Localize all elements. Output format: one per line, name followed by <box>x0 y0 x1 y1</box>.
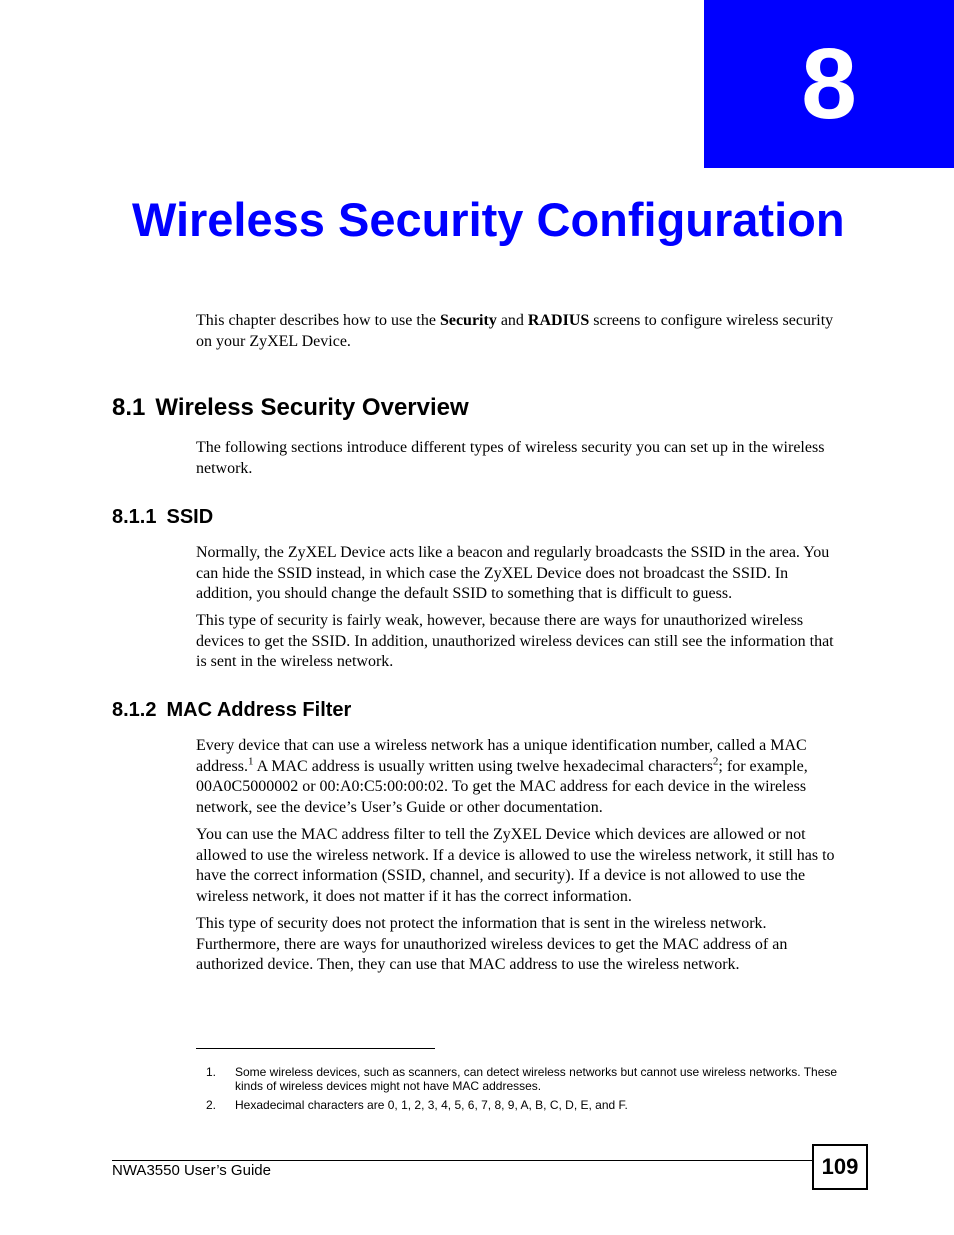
footnote-2 <box>206 1099 846 1113</box>
intro-security-term: Security <box>439 312 497 329</box>
mac-filter-paragraph-3: This type of security does not protect the information that is sent in the wireless network. Furthermore, there are ways for unauthorized wireless devices to get the MAC address of an authorized device. Then, they can use that MAC address to use the wireless network. <box>196 915 788 973</box>
mac-filter-paragraph-2: You can use the MAC address filter to tell the ZyXEL Device which devices are allowed or not allowed to use the wireless network. If a device is allowed to use the wireless network, it still has to have the correct information (SSID, channel, and security). If a device is not allowed to use the wireless network, it does not matter if it has the correct information. <box>196 826 835 905</box>
intro-text-3: screens to configure wireless security on your ZyXEL Device. <box>196 312 834 350</box>
mac-text-1: Every device that can use a wireless network has a unique identification number, called a MAC address. <box>196 737 807 775</box>
footnote-1 <box>206 1066 846 1093</box>
chapter-number: 8 <box>801 28 857 140</box>
footnote-number: 2. <box>206 1098 217 1112</box>
footer-guide-title: NWA3550 User’s Guide <box>112 1162 271 1179</box>
section-8-1-paragraph: The following sections introduce different types of wireless security you can set up in the wireless network. <box>196 439 825 477</box>
mac-text-2: A MAC address is usually written using twelve hexadecimal characters <box>253 757 713 775</box>
ssid-paragraph-2: This type of security is fairly weak, however, because there are ways for unauthorized wireless devices to get the SSID. In addition, unauthorized wireless devices can still see the information that is sent in the wireless network. <box>196 612 834 670</box>
ssid-paragraph-1: Normally, the ZyXEL Device acts like a beacon and regularly broadcasts the SSID in the area. You can hide the SSID instead, in which case the ZyXEL Device does not broadcast the SSID. In addition, you should change the default SSID to something that is difficult to guess. <box>196 544 830 602</box>
mac-text-3: ; for example, 00A0C5000002 or 00:A0:C5:00:00:02. To get the MAC address for each device in the wireless network, see the device’s User’s Guide or other documentation. <box>196 757 808 816</box>
section-title: MAC Address Filter <box>166 699 352 721</box>
chapter-number-box <box>704 0 954 168</box>
footnote-divider <box>196 1048 435 1049</box>
section-number: 8.1.1 <box>112 506 157 528</box>
chapter-title: Wireless Security Configuration <box>132 193 845 246</box>
intro-radius-term: RADIUS <box>527 312 590 329</box>
section-heading-8-1-1 <box>112 504 213 530</box>
footnote-ref-1[interactable]: 1 <box>247 755 254 768</box>
section-number: 8.1.2 <box>112 699 157 721</box>
page-number: 109 <box>812 1144 868 1190</box>
intro-text-1: This chapter describes how to use the <box>196 312 440 329</box>
footnote-text: Hexadecimal characters are 0, 1, 2, 3, 4, 5, 6, 7, 8, 9, A, B, C, D, E, and F. <box>235 1098 628 1112</box>
intro-text-2: and <box>496 312 528 329</box>
mac-filter-paragraph-1 <box>196 736 846 818</box>
section-title: Wireless Security Overview <box>155 394 469 421</box>
footnote-text: Some wireless devices, such as scanners, can detect wireless networks but cannot use wireless networks. These kinds of wireless devices might not have MAC addresses. <box>235 1065 838 1093</box>
section-title: SSID <box>166 506 214 528</box>
section-heading-8-1 <box>112 393 469 423</box>
section-number: 8.1 <box>112 394 146 421</box>
footnote-number: 1. <box>206 1065 217 1079</box>
intro-paragraph <box>196 311 846 352</box>
section-heading-8-1-2 <box>112 697 351 723</box>
footnote-ref-2[interactable]: 2 <box>712 755 719 768</box>
